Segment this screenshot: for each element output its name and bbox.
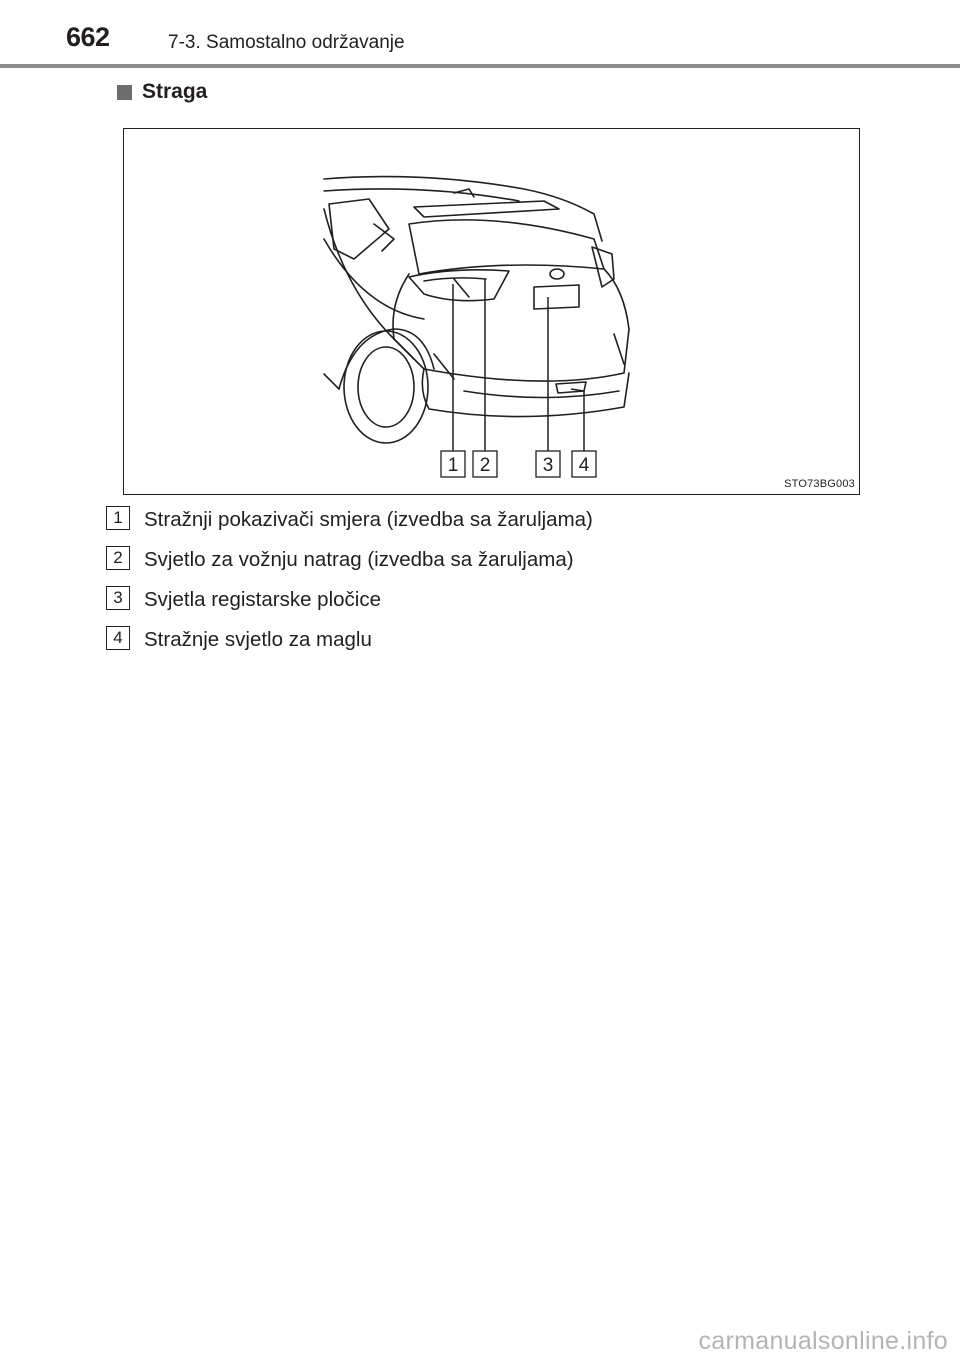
running-header: 7-3. Samostalno održavanje <box>168 32 405 53</box>
legend-text: Svjetla registarske pločice <box>144 588 381 611</box>
figure-rear-lights <box>123 128 860 495</box>
page-number: 662 <box>66 22 110 52</box>
legend-text: Stražnji pokazivači smjera (izvedba sa žaruljama) <box>144 508 593 531</box>
legend-text: Stražnje svjetlo za maglu <box>144 628 372 651</box>
watermark: carmanualsonline.info <box>698 1327 948 1355</box>
legend-number: 3 <box>106 586 130 610</box>
header-rule <box>0 64 960 68</box>
legend-number: 2 <box>106 546 130 570</box>
callout-2: 2 <box>479 455 491 476</box>
square-bullet-icon <box>117 85 132 100</box>
section-heading <box>117 80 207 104</box>
section-heading-text: Straga <box>142 80 208 103</box>
car-rear-illustration <box>124 129 861 496</box>
callout-3: 3 <box>542 455 554 476</box>
callout-1: 1 <box>447 455 459 476</box>
legend-text: Svjetlo za vožnju natrag (izvedba sa žaruljama) <box>144 548 574 571</box>
callout-4: 4 <box>578 455 590 476</box>
legend-number: 4 <box>106 626 130 650</box>
figure-code: STO73BG003 <box>784 478 855 490</box>
legend-number: 1 <box>106 506 130 530</box>
